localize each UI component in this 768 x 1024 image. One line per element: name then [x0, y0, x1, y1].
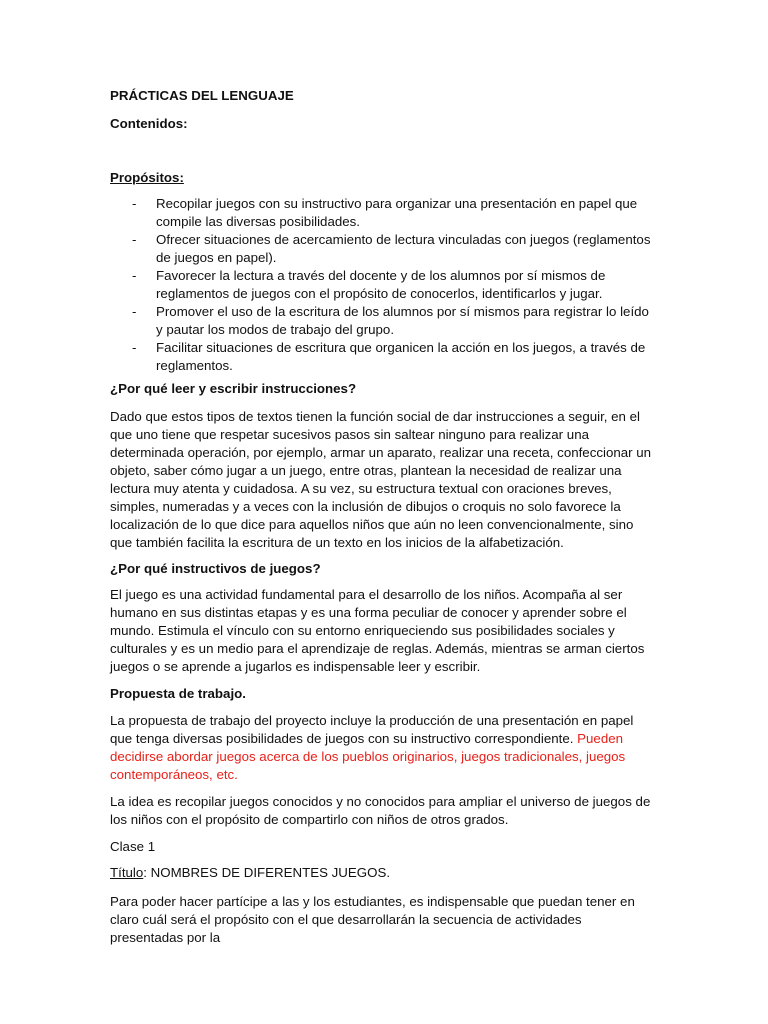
bullet-dash: -	[132, 196, 137, 211]
list-item-text: Promover el uso de la escritura de los alumnos por sí mismos para registrar lo leído y pautar los modos de trabajo del grupo.	[156, 304, 649, 337]
list-item	[110, 231, 658, 267]
title-value: : NOMBRES DE DIFERENTES JUEGOS.	[143, 865, 391, 880]
list-item	[110, 303, 658, 339]
list-item	[110, 267, 658, 303]
proposal-heading: Propuesta de trabajo.	[110, 686, 246, 701]
document-title: PRÁCTICAS DEL LENGUAJE	[110, 88, 294, 103]
paragraph-intro: Para poder hacer partícipe a las y los estudiantes, es indispensable que puedan tener en claro cuál será el propósito con el que desarrollarán la secuencia de actividades presentadas por la	[110, 894, 635, 945]
question-heading-instructions: ¿Por qué leer y escribir instrucciones?	[110, 381, 357, 396]
list-item-text: Facilitar situaciones de escritura que organicen la acción en los juegos, a través de reglamentos.	[156, 340, 646, 373]
bullet-dash: -	[132, 268, 137, 283]
propositos-heading: Propósitos:	[110, 170, 184, 185]
title-label: Título	[110, 865, 144, 880]
paragraph-proposal	[110, 712, 658, 784]
class-label: Clase 1	[110, 839, 156, 854]
bullet-dash: -	[132, 232, 137, 247]
list-item	[110, 195, 658, 231]
paragraph-instructions: Dado que estos tipos de textos tienen la función social de dar instrucciones a seguir, en el que uno tiene que respetar sucesivos pasos sin saltear ninguno para realizar una determinada operación, por ejemplo, armar un aparato, realizar una receta, confeccionar un objeto, saber cómo jugar a un juego, entre otras, plantean la necesidad de realizar una lectura muy atenta y cuidadosa. A su vez, su estructura textual con oraciones breves, simples, numeradas y a veces con la inclusión de dibujos o croquis no solo favorece la localización de lo que dice para aquellos niños que aún no leen convencionalmente, sino que también facilita la escritura de un texto en los inicios de la alfabetización.	[110, 409, 652, 550]
contenidos-heading: Contenidos:	[110, 116, 188, 131]
list-item-text: Favorecer la lectura a través del docente y de los alumnos por sí mismos de reglamentos de juegos con el propósito de conocerlos, identificarlos y jugar.	[156, 268, 606, 301]
list-item	[110, 339, 658, 375]
paragraph-idea: La idea es recopilar juegos conocidos y no conocidos para ampliar el universo de juegos de los niños con el propósito de compartirlo con niños de otros grados.	[110, 794, 651, 827]
proposal-text: La propuesta de trabajo del proyecto incluye la producción de una presentación en papel que tenga diversas posibilidades de juegos con su instructivo correspondiente.	[110, 713, 634, 746]
proposal-highlight: Pueden decidirse abordar juegos acerca de los pueblos originarios, juegos tradicionales, juegos contemporáneos, etc.	[110, 731, 626, 782]
propositos-list	[110, 195, 658, 375]
list-item-text: Ofrecer situaciones de acercamiento de lectura vinculadas con juegos (reglamentos de juegos en papel).	[156, 232, 651, 265]
bullet-dash: -	[132, 304, 137, 319]
question-heading-games: ¿Por qué instructivos de juegos?	[110, 561, 321, 576]
bullet-dash: -	[132, 340, 137, 355]
title-line	[110, 864, 658, 882]
list-item-text: Recopilar juegos con su instructivo para organizar una presentación en papel que compile las diversas posibilidades.	[156, 196, 638, 229]
paragraph-games: El juego es una actividad fundamental para el desarrollo de los niños. Acompaña al ser humano en sus distintas etapas y es una forma peculiar de conocer y aprender sobre el mundo. Estimula el vínculo con su entorno enriqueciendo sus posibilidades sociales y culturales y es un medio para el aprendizaje de reglas. Además, mientras se arman ciertos juegos o se aprende a jugarlos es indispensable leer y escribir.	[110, 587, 645, 674]
